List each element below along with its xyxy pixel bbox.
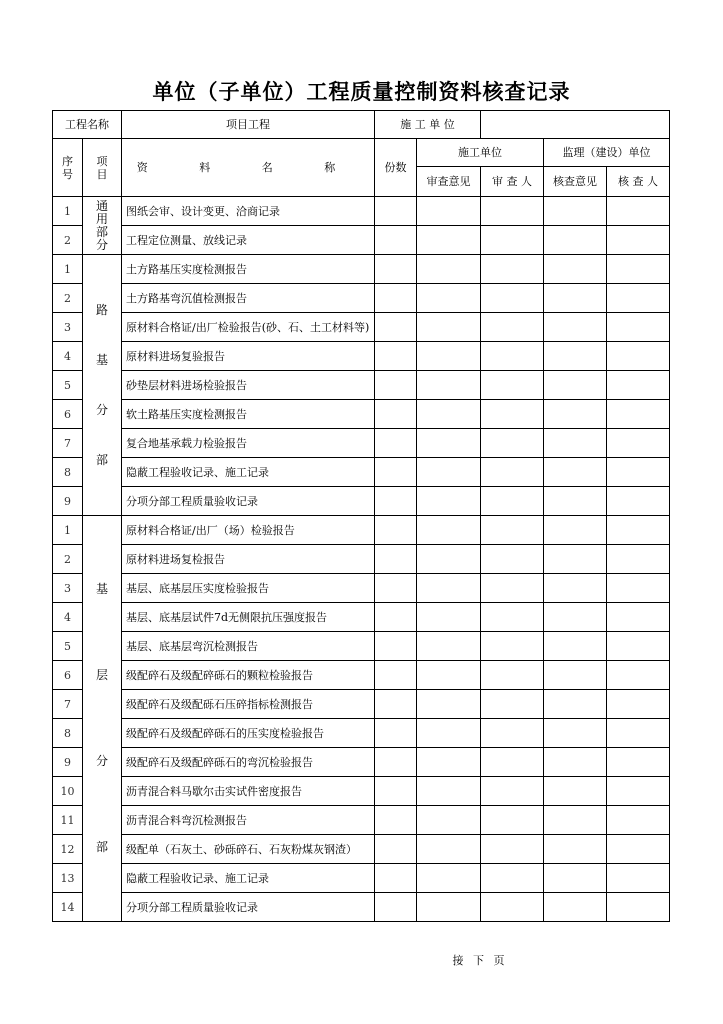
continued-next-page: 接 下 页 <box>452 954 508 967</box>
row-checker <box>607 574 670 603</box>
row-check-opinion <box>544 516 607 545</box>
table-row <box>53 719 670 748</box>
table-row <box>53 400 670 429</box>
section-category: 路 基 分 部 <box>83 255 122 516</box>
row-material-name: 级配碎石及级配砾石压碎指标检测报告 <box>122 690 375 719</box>
row-check-opinion <box>544 835 607 864</box>
row-reviewer <box>481 284 544 313</box>
row-review-opinion <box>417 400 481 429</box>
row-copies <box>375 255 417 284</box>
row-material-name: 原材料合格证/出厂（场）检验报告 <box>122 516 375 545</box>
row-material-name: 原材料合格证/出厂检验报告(砂、石、土工材料等) <box>122 313 375 342</box>
row-reviewer <box>481 777 544 806</box>
row-check-opinion <box>544 197 607 226</box>
row-copies <box>375 574 417 603</box>
table-row <box>53 835 670 864</box>
row-reviewer <box>481 864 544 893</box>
row-review-opinion <box>417 197 481 226</box>
table-row <box>53 516 670 545</box>
row-seq: 10 <box>53 777 83 806</box>
row-reviewer <box>481 255 544 284</box>
row-check-opinion <box>544 777 607 806</box>
row-seq: 1 <box>53 516 83 545</box>
row-review-opinion <box>417 603 481 632</box>
row-checker <box>607 400 670 429</box>
table-row <box>53 574 670 603</box>
row-check-opinion <box>544 748 607 777</box>
row-copies <box>375 284 417 313</box>
construction-unit-label: 施 工 单 位 <box>375 111 481 139</box>
row-reviewer <box>481 197 544 226</box>
row-reviewer <box>481 487 544 516</box>
row-reviewer <box>481 429 544 458</box>
row-checker <box>607 516 670 545</box>
row-reviewer <box>481 313 544 342</box>
row-reviewer <box>481 835 544 864</box>
row-material-name: 基层、底基层压实度检验报告 <box>122 574 375 603</box>
quality-control-table <box>52 110 670 922</box>
row-check-opinion <box>544 864 607 893</box>
row-material-name: 软土路基压实度检测报告 <box>122 400 375 429</box>
row-seq: 1 <box>53 255 83 284</box>
row-review-opinion <box>417 458 481 487</box>
row-check-opinion <box>544 371 607 400</box>
row-checker <box>607 603 670 632</box>
row-seq: 3 <box>53 574 83 603</box>
col-material-name-header: 资 料 名 称 <box>122 139 375 197</box>
table-row <box>53 197 670 226</box>
row-reviewer <box>481 342 544 371</box>
table-row <box>53 429 670 458</box>
row-material-name: 分项分部工程质量验收记录 <box>122 487 375 516</box>
row-seq: 3 <box>53 313 83 342</box>
row-copies <box>375 719 417 748</box>
row-seq: 2 <box>53 284 83 313</box>
row-material-name: 沥青混合料马歇尔击实试件密度报告 <box>122 777 375 806</box>
row-seq: 12 <box>53 835 83 864</box>
row-material-name: 隐蔽工程验收记录、施工记录 <box>122 458 375 487</box>
row-material-name: 级配碎石及级配碎砾石的压实度检验报告 <box>122 719 375 748</box>
row-seq: 7 <box>53 429 83 458</box>
row-checker <box>607 313 670 342</box>
row-review-opinion <box>417 226 481 255</box>
row-reviewer <box>481 893 544 922</box>
row-material-name: 原材料进场复验报告 <box>122 342 375 371</box>
table-row <box>53 690 670 719</box>
column-header-row <box>53 139 670 167</box>
row-review-opinion <box>417 371 481 400</box>
table-row <box>53 342 670 371</box>
row-checker <box>607 545 670 574</box>
row-reviewer <box>481 661 544 690</box>
row-copies <box>375 632 417 661</box>
row-seq: 9 <box>53 487 83 516</box>
row-review-opinion <box>417 893 481 922</box>
row-reviewer <box>481 400 544 429</box>
row-material-name: 沥青混合料弯沉检测报告 <box>122 806 375 835</box>
row-review-opinion <box>417 255 481 284</box>
row-checker <box>607 864 670 893</box>
row-material-name: 级配碎石及级配碎砾石的弯沉检验报告 <box>122 748 375 777</box>
row-copies <box>375 487 417 516</box>
row-seq: 9 <box>53 748 83 777</box>
row-check-opinion <box>544 400 607 429</box>
row-review-opinion <box>417 429 481 458</box>
table-row <box>53 661 670 690</box>
row-checker <box>607 429 670 458</box>
row-check-opinion <box>544 719 607 748</box>
row-checker <box>607 226 670 255</box>
table-row <box>53 748 670 777</box>
row-checker <box>607 458 670 487</box>
row-reviewer <box>481 371 544 400</box>
row-copies <box>375 197 417 226</box>
row-copies <box>375 458 417 487</box>
row-seq: 5 <box>53 632 83 661</box>
row-review-opinion <box>417 574 481 603</box>
col-check-opinion-header: 核查意见 <box>544 167 607 197</box>
table-row <box>53 632 670 661</box>
col-item-header: 项 目 <box>83 139 122 197</box>
row-material-name: 级配碎石及级配碎砾石的颗粒检验报告 <box>122 661 375 690</box>
row-check-opinion <box>544 313 607 342</box>
row-checker <box>607 197 670 226</box>
row-check-opinion <box>544 255 607 284</box>
row-reviewer <box>481 458 544 487</box>
col-seq-header: 序 号 <box>53 139 83 197</box>
row-reviewer <box>481 574 544 603</box>
table-row <box>53 255 670 284</box>
row-checker <box>607 690 670 719</box>
row-material-name: 土方路基弯沉值检测报告 <box>122 284 375 313</box>
construction-unit-value <box>481 111 670 139</box>
row-material-name: 基层、底基层试件7d无侧限抗压强度报告 <box>122 603 375 632</box>
project-name-label: 工程名称 <box>53 111 122 139</box>
row-seq: 2 <box>53 226 83 255</box>
row-check-opinion <box>544 690 607 719</box>
row-copies <box>375 893 417 922</box>
row-checker <box>607 661 670 690</box>
row-review-opinion <box>417 661 481 690</box>
table-row <box>53 893 670 922</box>
row-check-opinion <box>544 893 607 922</box>
row-copies <box>375 806 417 835</box>
project-info-row <box>53 111 670 139</box>
row-check-opinion <box>544 458 607 487</box>
row-checker <box>607 284 670 313</box>
row-checker <box>607 777 670 806</box>
row-reviewer <box>481 516 544 545</box>
row-reviewer <box>481 226 544 255</box>
row-material-name: 隐蔽工程验收记录、施工记录 <box>122 864 375 893</box>
row-material-name: 土方路基压实度检测报告 <box>122 255 375 284</box>
row-review-opinion <box>417 835 481 864</box>
row-review-opinion <box>417 632 481 661</box>
row-checker <box>607 632 670 661</box>
row-material-name: 复合地基承载力检验报告 <box>122 429 375 458</box>
row-reviewer <box>481 690 544 719</box>
row-checker <box>607 748 670 777</box>
table-row <box>53 864 670 893</box>
row-checker <box>607 719 670 748</box>
row-review-opinion <box>417 748 481 777</box>
row-seq: 5 <box>53 371 83 400</box>
row-copies <box>375 400 417 429</box>
row-review-opinion <box>417 806 481 835</box>
row-review-opinion <box>417 864 481 893</box>
row-review-opinion <box>417 313 481 342</box>
row-check-opinion <box>544 226 607 255</box>
col-copies-header: 份数 <box>375 139 417 197</box>
table-row <box>53 226 670 255</box>
row-material-name: 原材料进场复检报告 <box>122 545 375 574</box>
row-material-name: 砂垫层材料进场检验报告 <box>122 371 375 400</box>
row-reviewer <box>481 806 544 835</box>
table-row <box>53 458 670 487</box>
row-copies <box>375 864 417 893</box>
row-review-opinion <box>417 777 481 806</box>
row-review-opinion <box>417 545 481 574</box>
row-seq: 14 <box>53 893 83 922</box>
row-material-name: 分项分部工程质量验收记录 <box>122 893 375 922</box>
row-checker <box>607 806 670 835</box>
row-seq: 1 <box>53 197 83 226</box>
row-seq: 11 <box>53 806 83 835</box>
row-checker <box>607 371 670 400</box>
table-row <box>53 371 670 400</box>
row-check-opinion <box>544 632 607 661</box>
row-checker <box>607 893 670 922</box>
row-check-opinion <box>544 429 607 458</box>
row-material-name: 基层、底基层弯沉检测报告 <box>122 632 375 661</box>
row-copies <box>375 690 417 719</box>
row-seq: 6 <box>53 661 83 690</box>
col-review-opinion-header: 审查意见 <box>417 167 481 197</box>
row-checker <box>607 835 670 864</box>
row-seq: 13 <box>53 864 83 893</box>
table-row <box>53 806 670 835</box>
row-review-opinion <box>417 284 481 313</box>
col-construction-unit-header: 施工单位 <box>417 139 544 167</box>
row-review-opinion <box>417 487 481 516</box>
row-seq: 2 <box>53 545 83 574</box>
row-material-name: 级配单（石灰土、砂砾碎石、石灰粉煤灰钢渣） <box>122 835 375 864</box>
row-copies <box>375 661 417 690</box>
row-reviewer <box>481 719 544 748</box>
row-check-opinion <box>544 661 607 690</box>
row-reviewer <box>481 545 544 574</box>
row-copies <box>375 835 417 864</box>
table-row <box>53 545 670 574</box>
row-copies <box>375 603 417 632</box>
col-reviewer-header: 审 查 人 <box>481 167 544 197</box>
row-checker <box>607 342 670 371</box>
row-review-opinion <box>417 690 481 719</box>
row-copies <box>375 777 417 806</box>
row-copies <box>375 371 417 400</box>
page-title: 单位（子单位）工程质量控制资料核查记录 <box>152 80 571 104</box>
project-name-value: 项目工程 <box>122 111 375 139</box>
row-seq: 8 <box>53 458 83 487</box>
row-reviewer <box>481 603 544 632</box>
table-row <box>53 603 670 632</box>
row-seq: 8 <box>53 719 83 748</box>
row-review-opinion <box>417 719 481 748</box>
row-check-opinion <box>544 284 607 313</box>
row-copies <box>375 226 417 255</box>
row-seq: 7 <box>53 690 83 719</box>
col-checker-header: 核 查 人 <box>607 167 670 197</box>
row-check-opinion <box>544 545 607 574</box>
table-row <box>53 284 670 313</box>
row-check-opinion <box>544 603 607 632</box>
row-material-name: 图纸会审、设计变更、洽商记录 <box>122 197 375 226</box>
table-row <box>53 777 670 806</box>
row-reviewer <box>481 632 544 661</box>
table-row <box>53 313 670 342</box>
row-reviewer <box>481 748 544 777</box>
row-seq: 6 <box>53 400 83 429</box>
section-category: 通 用 部 分 <box>83 197 122 255</box>
row-checker <box>607 487 670 516</box>
row-review-opinion <box>417 516 481 545</box>
row-copies <box>375 545 417 574</box>
row-check-opinion <box>544 574 607 603</box>
row-copies <box>375 429 417 458</box>
row-material-name: 工程定位测量、放线记录 <box>122 226 375 255</box>
table-row <box>53 487 670 516</box>
row-checker <box>607 255 670 284</box>
row-copies <box>375 313 417 342</box>
row-seq: 4 <box>53 342 83 371</box>
row-copies <box>375 342 417 371</box>
row-copies <box>375 516 417 545</box>
row-seq: 4 <box>53 603 83 632</box>
row-copies <box>375 748 417 777</box>
section-category: 基 层 分 部 <box>83 516 122 922</box>
col-supervision-unit-header: 监理（建设）单位 <box>544 139 670 167</box>
row-check-opinion <box>544 342 607 371</box>
row-review-opinion <box>417 342 481 371</box>
row-check-opinion <box>544 487 607 516</box>
row-check-opinion <box>544 806 607 835</box>
